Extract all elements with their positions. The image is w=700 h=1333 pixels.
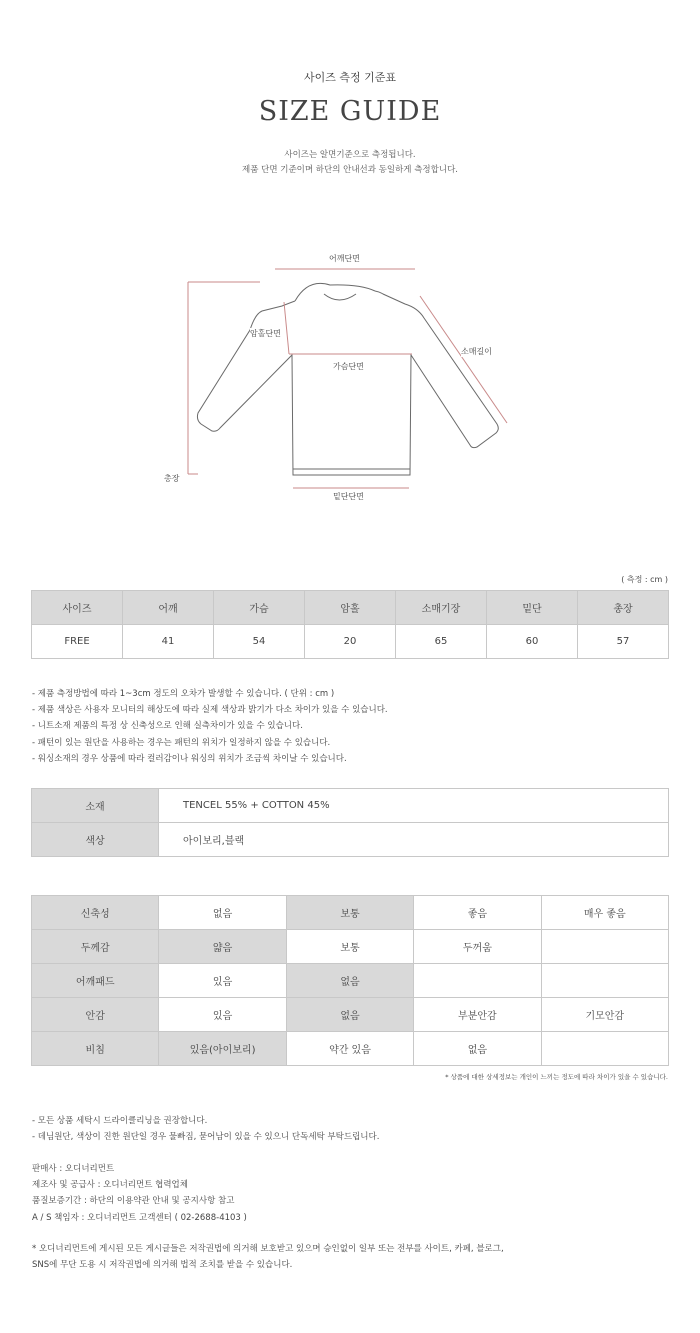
- feature-cell-selected: 없음: [286, 964, 413, 998]
- intro-line: 사이즈는 알면기준으로 측정됩니다.: [284, 150, 416, 160]
- care-notes: [32, 1113, 379, 1145]
- table-row: [32, 964, 669, 998]
- intro-text: [0, 148, 700, 178]
- feature-table: [31, 895, 669, 1066]
- length-label: 총장: [164, 474, 180, 483]
- feature-cell: 두꺼움: [414, 930, 541, 964]
- copyright-notice: [32, 1241, 504, 1273]
- size-table-header: 사이즈: [32, 591, 123, 625]
- feature-label: 어깨패드: [32, 964, 159, 998]
- sweater-illustration: [150, 248, 550, 508]
- feature-cell-selected: 있음(아이보리): [159, 1032, 286, 1066]
- sleeve-label: 소매길이: [461, 347, 492, 356]
- size-table-header: 총장: [578, 591, 669, 625]
- material-label: 소재: [32, 789, 159, 823]
- company-line: 제조사 및 공급사 : 오디너리먼트 협력업체: [32, 1180, 188, 1191]
- material-table: [31, 788, 669, 857]
- hem-label: 밑단단면: [333, 492, 364, 501]
- feature-cell: 약간 있음: [286, 1032, 413, 1066]
- table-row: [32, 930, 669, 964]
- feature-cell: [541, 930, 668, 964]
- feature-cell: [541, 1032, 668, 1066]
- note-line: - 니트소재 제품의 특정 상 신축성으로 인해 실측차이가 있을 수 있습니다.: [32, 721, 303, 732]
- company-line: 품질보증기간 : 하단의 이용약관 안내 및 공지사항 참고: [32, 1196, 235, 1207]
- chest-label: 가슴단면: [333, 362, 364, 371]
- company-line: A / S 책임자 : 오디너리먼트 고객센터 ( 02-2688-4103 ): [32, 1212, 247, 1223]
- size-table-header: 암홀: [305, 591, 396, 625]
- feature-cell: [541, 964, 668, 998]
- table-row: [32, 998, 669, 1032]
- size-table: [31, 590, 669, 659]
- size-table-header: 가슴: [214, 591, 305, 625]
- shoulder-label: 어깨단면: [329, 254, 360, 263]
- table-row: [32, 896, 669, 930]
- color-label: 색상: [32, 823, 159, 857]
- size-table-header: 어깨: [123, 591, 214, 625]
- feature-cell: 없음: [159, 896, 286, 930]
- feature-cell: 있음: [159, 964, 286, 998]
- copyright-line: SNS에 무단 도용 시 저작권법에 의거해 법적 조치를 받을 수 있습니다.: [32, 1260, 293, 1271]
- company-info: [32, 1161, 247, 1226]
- feature-cell: 부분안감: [414, 998, 541, 1032]
- size-cell: 54: [214, 625, 305, 659]
- feature-cell: 기모안감: [541, 998, 668, 1032]
- page-title: SIZE GUIDE: [258, 96, 442, 127]
- copyright-line: * 오디너리먼트에 게시된 모든 게시글들은 저작권법에 의거해 보호받고 있으며 승인없이 일부 또는 전부를 사이트, 카페, 블로그,: [32, 1244, 504, 1254]
- feature-cell: [414, 964, 541, 998]
- feature-cell: 보통: [286, 930, 413, 964]
- feature-label: 비침: [32, 1032, 159, 1066]
- table-row: [32, 1032, 669, 1066]
- unit-label: ( 측정 : cm ): [621, 575, 668, 584]
- garment-diagram: [150, 248, 550, 508]
- table-row: [32, 823, 669, 857]
- note-line: - 패턴이 있는 원단을 사용하는 경우는 패턴의 위치가 일정하지 않을 수 있습니다.: [32, 737, 331, 748]
- feature-label: 안감: [32, 998, 159, 1032]
- table-row: [32, 625, 669, 659]
- size-table-header: 소매기장: [396, 591, 487, 625]
- note-line: - 제품 측정방법에 따라 1~3cm 정도의 오차가 발생할 수 있습니다. ( 단위 : cm ): [32, 689, 335, 699]
- armhole-label: 암홀단면: [250, 329, 281, 338]
- table-row: [32, 789, 669, 823]
- note-line: - 데님원단, 색상이 진한 원단일 경우 물빠짐, 묻어남이 있을 수 있으니 단독세탁 부탁드립니다.: [32, 1132, 380, 1143]
- size-cell: 65: [396, 625, 487, 659]
- material-value: TENCEL 55% + COTTON 45%: [159, 789, 669, 823]
- feature-cell: 좋음: [414, 896, 541, 930]
- feature-cell: 매우 좋음: [541, 896, 668, 930]
- color-value: 아이보리,블랙: [159, 823, 669, 857]
- size-cell: 60: [487, 625, 578, 659]
- feature-cell: 없음: [414, 1032, 541, 1066]
- measurement-notes: [32, 686, 388, 767]
- feature-cell: 있음: [159, 998, 286, 1032]
- note-line: - 모든 상품 세탁시 드라이클리닝을 권장합니다.: [32, 1116, 208, 1126]
- feature-table-note: * 상품에 대한 상세정보는 개인이 느끼는 정도에 따라 차이가 있을 수 있습니다.: [445, 1073, 668, 1081]
- size-table-header: 밑단: [487, 591, 578, 625]
- feature-label: 두께감: [32, 930, 159, 964]
- company-line: 판매사 : 오디너리먼트: [32, 1164, 115, 1174]
- note-line: - 제품 색상은 사용자 모니터의 해상도에 따라 실제 색상과 밝기가 다소 차이가 있을 수 있습니다.: [32, 705, 388, 716]
- feature-cell-selected: 없음: [286, 998, 413, 1032]
- size-table-header-row: [32, 591, 669, 625]
- page-subtitle: 사이즈 측정 기준표: [303, 71, 396, 84]
- feature-label: 신축성: [32, 896, 159, 930]
- size-cell: 20: [305, 625, 396, 659]
- size-cell: 41: [123, 625, 214, 659]
- size-cell: FREE: [32, 625, 123, 659]
- intro-line: 제품 단면 기준이며 하단의 안내선과 동일하게 측정합니다.: [242, 165, 458, 175]
- size-cell: 57: [578, 625, 669, 659]
- feature-cell-selected: 보통: [286, 896, 413, 930]
- feature-cell-selected: 얇음: [159, 930, 286, 964]
- note-line: - 워싱소재의 경우 상품에 따라 컬러감이나 워싱의 위치가 조금씩 차이날 수 있습니다.: [32, 753, 347, 764]
